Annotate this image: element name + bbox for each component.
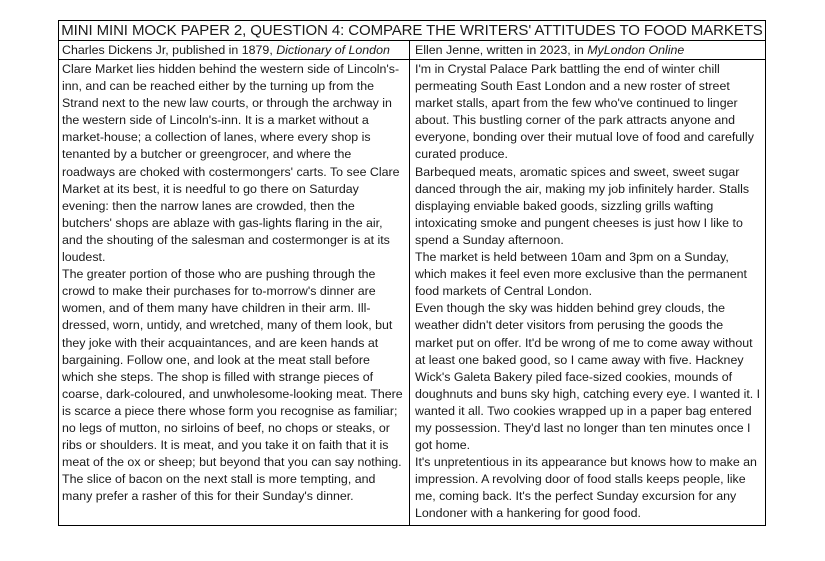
right-paragraph: Barbequed meats, aromatic spices and sweet, sweet sugar danced through the air, making my job infinitely harder. Stalls displaying enviable baked goods, sizzling grills wafting intoxicating smoke and pungent cheeses is just how I like to spend a Sunday afternoon. (415, 164, 750, 247)
right-source-author: Ellen Jenne, written in 2023, in (415, 43, 588, 57)
right-paragraph: Even though the sky was hidden behind grey clouds, the weather didn't deter visitors from perusing the goods the market put on offer. It'd be wrong of me to come away without at least one baked good, so I came away with five. Hackney Wick's Galeta Bakery piled face-sized cookies, mounds of doughnuts and buns sky high, catching every eye. I wanted it. I wanted it all. Two cookies wrapped up in a paper bag entered my possession. They'd last no longer than ten minutes once I got home. (415, 301, 761, 453)
right-paragraph: It's unpretentious in its appearance but knows how to make an impression. A revolving door of food stalls keeps people, like me, coming back. It's the perfect Sunday excursion for any Londoner with a hankering for good food. (415, 455, 757, 521)
right-paragraph: I'm in Crystal Palace Park battling the end of winter chill permeating South East London and a new roster of street market stalls, apart from the few who've continued to linger about. This bustling corner of the park attracts anyone and everyone, bonding over their mutual love of food and carefully curated produce. (415, 62, 754, 162)
right-paragraph: The market is held between 10am and 3pm on a Sunday, which makes it feel even more exclusive than the permanent food markets of Central London. (415, 250, 747, 299)
left-source-author: Charles Dickens Jr, published in 1879, (62, 43, 277, 57)
left-source-publication: Dictionary of London (276, 43, 390, 57)
text-body-row (59, 60, 765, 525)
right-source-citation (410, 41, 765, 59)
right-source-text (410, 60, 765, 525)
left-source-citation (59, 41, 410, 59)
left-source-text (59, 60, 410, 525)
page-title: MINI MINI MOCK PAPER 2, QUESTION 4: COMPARE THE WRITERS' ATTITUDES TO FOOD MARKETS (59, 21, 765, 41)
source-header-row (59, 41, 765, 60)
left-paragraph: Clare Market lies hidden behind the western side of Lincoln's-inn, and can be reached either by the turning up from the Strand next to the new law courts, or through the archway in the western side of Lincoln's-inn. It is a market without a market-house; a collection of lanes, where every shop is tenanted by a butcher or greengrocer, and where the roadways are choked with costermongers' carts. To see Clare Market at its best, it is needful to go there on Saturday evening: then the narrow lanes are crowded, then the butchers' shops are ablaze with gas-lights flaring in the air, and the shouting of the salesman and costermonger is at its loudest. (62, 62, 400, 265)
left-paragraph: The greater portion of those who are pushing through the crowd to make their purchases for to-morrow's dinner are women, and of them many have children in their arm. Ill-dressed, worn, untidy, and wretched, many of them look, but they joke with their acquaintances, and are keen hands at bargaining. Follow one, and look at the meat stall before which she steps. The shop is filled with strange pieces of coarse, dark-coloured, and unwholesome-looking meat. There is scarce a piece there whose form you recognise as familiar; no legs of mutton, no sirloins of beef, no chops or steaks, or ribs or shoulders. It is meat, and you take it on faith that it is meat of the ox or sheep; but beyond that you can say nothing. The slice of bacon on the next stall is more tempting, and many prefer a rasher of this for their Sunday's dinner. (62, 267, 403, 504)
comparison-table (58, 20, 766, 526)
right-source-publication: MyLondon Online (587, 43, 685, 57)
